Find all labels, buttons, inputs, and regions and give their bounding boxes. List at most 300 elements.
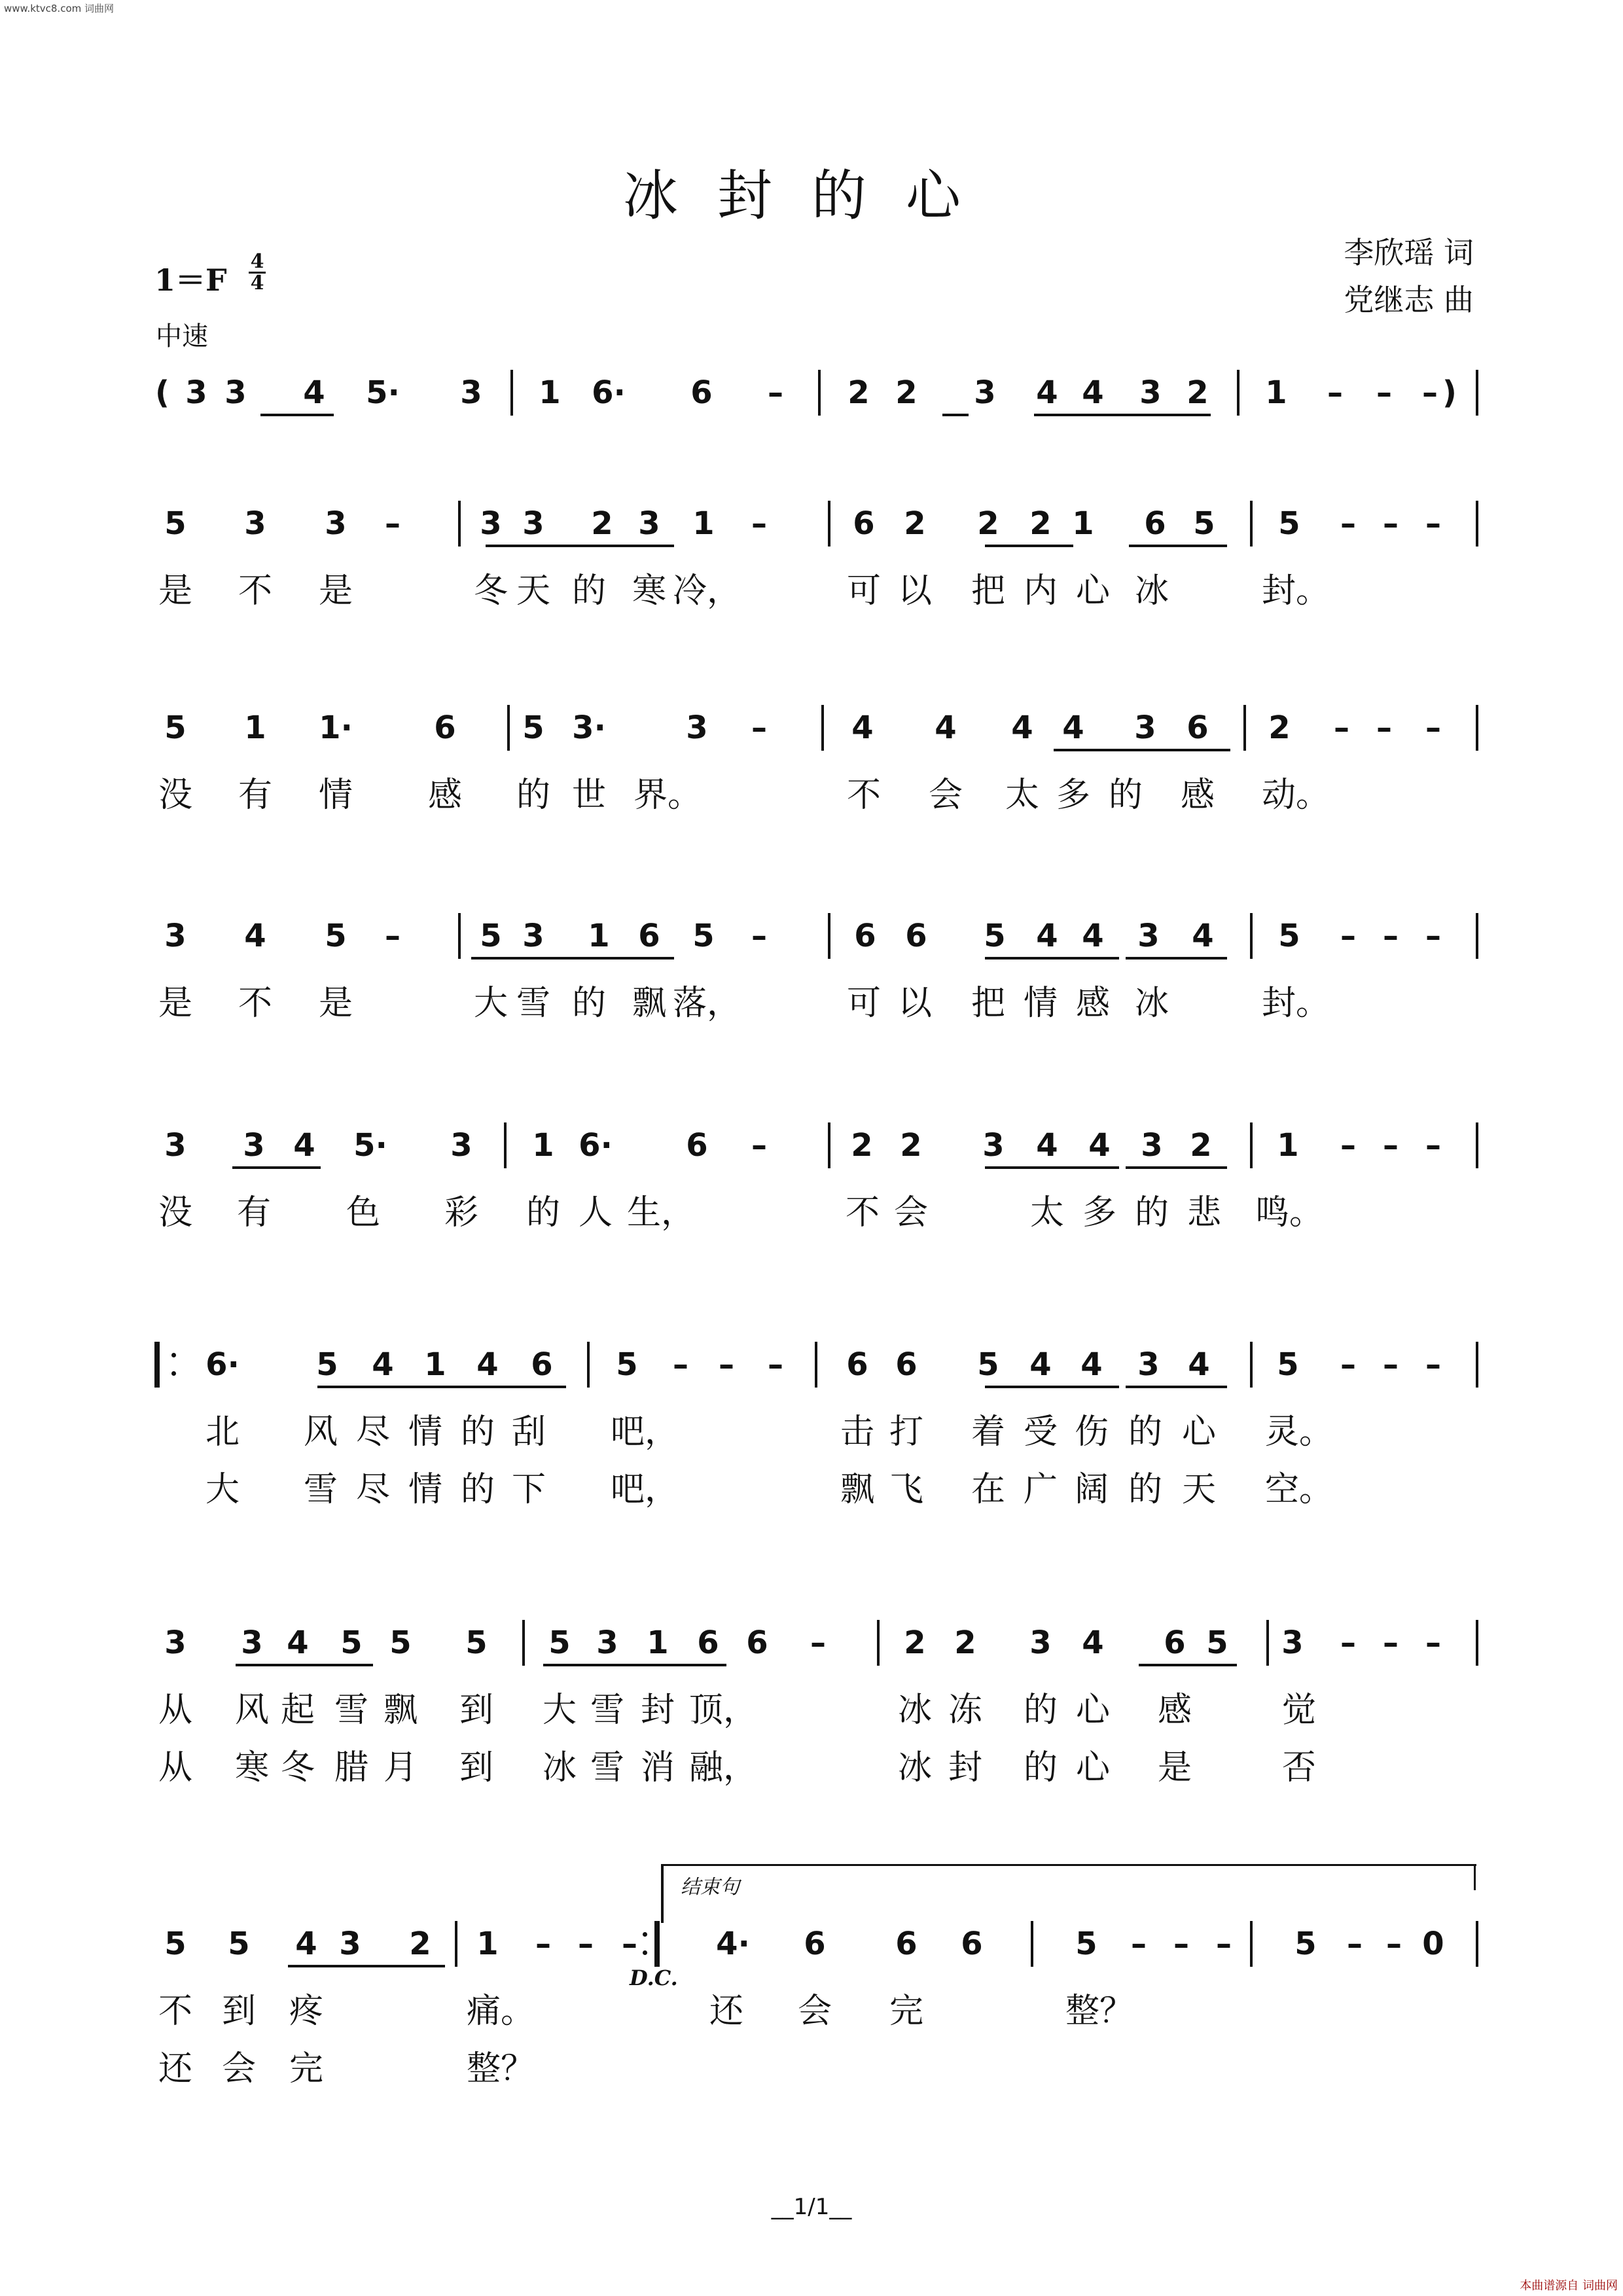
note: 5 — [164, 709, 187, 746]
lyric-char: 封。 — [1261, 571, 1330, 611]
beam-underline — [985, 957, 1119, 960]
note: 6 — [804, 1926, 826, 1962]
lyric-char: 飘 — [632, 984, 667, 1023]
lyric-char: 鸣。 — [1255, 1193, 1324, 1232]
repeat-start-thick — [154, 1342, 160, 1388]
barline — [455, 1921, 457, 1967]
staff-row — [0, 1126, 1623, 1232]
lyric-char: 痛。 — [466, 1992, 535, 2031]
lyric-char: 觉 — [1281, 1691, 1317, 1730]
lyric-char: 以 — [897, 984, 933, 1023]
lyric-char: 冰 — [542, 1748, 577, 1787]
note: 5 — [316, 1346, 338, 1383]
note: 2 — [409, 1926, 431, 1962]
lyric-char: 会 — [797, 1992, 832, 2031]
note: 6 — [531, 1346, 553, 1383]
lyric-char: 情 — [408, 1470, 443, 1509]
note: 5 — [465, 1624, 488, 1661]
note: 3 — [522, 505, 544, 542]
lyric-char: 把 — [971, 984, 1006, 1023]
lyric-char: 不 — [238, 571, 273, 611]
lyric-char: 心 — [1181, 1412, 1217, 1452]
note: ( — [155, 374, 169, 411]
lyric-char: 的 — [1134, 1193, 1169, 1232]
lyric-char: 受 — [1023, 1412, 1058, 1452]
lyric-char: 的 — [1128, 1470, 1163, 1509]
dash-extension: – — [1327, 374, 1343, 411]
note: 4 — [1192, 918, 1214, 954]
note: 6 — [846, 1346, 868, 1383]
lyric-char: 大 — [542, 1691, 577, 1730]
note: 3 — [1281, 1624, 1304, 1661]
lyric-char: 可 — [846, 984, 882, 1023]
lyric-char: 着 — [971, 1412, 1006, 1452]
lyric-char: 北 — [205, 1412, 240, 1452]
lyric-char: 还 — [158, 2049, 193, 2089]
note: 4 — [303, 374, 325, 411]
beam-underline — [1129, 545, 1227, 547]
lyric-char: 整？ — [1065, 1992, 1134, 2031]
dash-extension: – — [1425, 1127, 1441, 1164]
note: 6 — [638, 918, 660, 954]
dash-extension: – — [1340, 1624, 1356, 1661]
beam-underline — [543, 1664, 726, 1666]
barline — [458, 501, 461, 547]
note: 3 — [243, 1127, 265, 1164]
lyric-char: 界。 — [633, 776, 702, 815]
note: 2 — [1186, 374, 1209, 411]
note: 2 — [847, 374, 870, 411]
lyric-char: 以 — [897, 571, 933, 611]
lyric-char: 会 — [928, 776, 963, 815]
lyric-char: 尽 — [355, 1470, 391, 1509]
lyric-char: 刮 — [511, 1412, 546, 1452]
dash-extension: – — [1340, 1346, 1356, 1383]
note: 5 — [692, 918, 715, 954]
note: 1 — [647, 1624, 669, 1661]
note: 3 — [1134, 709, 1156, 746]
dash-extension: – — [1376, 709, 1392, 746]
note: 4 — [1082, 918, 1104, 954]
lyric-char: 的 — [460, 1412, 495, 1452]
beam-underline — [942, 414, 969, 416]
dash-extension: – — [622, 1926, 637, 1962]
lyric-char: 吧， — [610, 1470, 679, 1509]
lyric-char: 下 — [511, 1470, 546, 1509]
note: 5 — [164, 1926, 187, 1962]
lyric-char: 感 — [1180, 776, 1215, 815]
staff-row — [0, 708, 1623, 815]
beam-underline — [1034, 414, 1211, 416]
note: 5 — [228, 1926, 250, 1962]
lyric-char: 有 — [238, 776, 273, 815]
note: 2 — [851, 1127, 873, 1164]
lyric-char: 天 — [516, 571, 551, 611]
note: 3 — [1139, 374, 1162, 411]
lyric-char: 击 — [840, 1412, 875, 1452]
note: 1 — [476, 1926, 499, 1962]
lyric-char: 封 — [948, 1748, 983, 1787]
dash-extension: – — [810, 1624, 826, 1661]
lyric-char: 不 — [846, 776, 882, 815]
ending-bracket-right — [1474, 1864, 1476, 1890]
note: 3 — [1137, 918, 1160, 954]
lyric-char: 情 — [408, 1412, 443, 1452]
barline — [1476, 1342, 1478, 1388]
lyric-char: 悲 — [1186, 1193, 1222, 1232]
dc-mark: D.C. — [630, 1965, 678, 1990]
lyric-char: 飞 — [889, 1470, 924, 1509]
barline — [1266, 1620, 1269, 1666]
lyric-char: 彩 — [444, 1193, 479, 1232]
barline — [510, 370, 513, 416]
lyric-char: 从 — [158, 1691, 193, 1730]
barline — [1031, 1921, 1033, 1967]
barline — [877, 1620, 880, 1666]
lyric-char: 风 — [303, 1412, 338, 1452]
lyric-char: 是 — [158, 571, 193, 611]
barline — [1250, 1122, 1253, 1168]
note: 3 — [522, 918, 544, 954]
barline — [507, 705, 510, 751]
barline — [1476, 501, 1478, 547]
lyric-char: 可 — [846, 571, 882, 611]
note: ) — [1442, 374, 1457, 411]
dash-extension: – — [1383, 505, 1399, 542]
dash-extension: – — [751, 918, 767, 954]
beam-underline — [985, 1166, 1119, 1169]
lyric-char: 封。 — [1261, 984, 1330, 1023]
lyric-char: 起 — [280, 1691, 315, 1730]
dash-extension: – — [1334, 709, 1349, 746]
note: 3 — [1141, 1127, 1163, 1164]
repeat-dot — [171, 1353, 176, 1357]
dash-extension: – — [1347, 1926, 1363, 1962]
note: 6· — [205, 1346, 240, 1383]
note: 1 — [539, 374, 561, 411]
note: 4 — [1036, 918, 1058, 954]
note: 5 — [522, 709, 544, 746]
staff-row — [0, 916, 1623, 1023]
note: 6 — [854, 918, 876, 954]
note: 6 — [746, 1624, 768, 1661]
note: 2 — [904, 1624, 926, 1661]
staff-row — [0, 1623, 1623, 1787]
lyric-char: 落， — [672, 984, 741, 1023]
note: 4 — [372, 1346, 394, 1383]
staff-row — [0, 373, 1623, 452]
key-signature: 1＝F — [154, 262, 227, 298]
note: 2 — [954, 1624, 976, 1661]
lyric-char: 尽 — [355, 1412, 391, 1452]
lyric-char: 的 — [571, 571, 607, 611]
lyric-char: 大 — [473, 984, 508, 1023]
note: 2 — [1029, 505, 1052, 542]
barline — [1243, 705, 1246, 751]
lyric-char: 太 — [1029, 1193, 1065, 1232]
lyric-char: 动。 — [1261, 776, 1330, 815]
beam-underline — [486, 545, 674, 547]
repeat-dot — [171, 1371, 176, 1376]
note: 1 — [1265, 374, 1287, 411]
dash-extension: – — [1425, 709, 1441, 746]
note: 3 — [325, 505, 347, 542]
dash-extension: – — [768, 1346, 783, 1383]
dash-extension: – — [1422, 374, 1438, 411]
beam-underline — [1139, 1664, 1237, 1666]
lyric-char: 把 — [971, 571, 1006, 611]
dash-extension: – — [1425, 918, 1441, 954]
barline — [587, 1342, 590, 1388]
note: 1 — [692, 505, 715, 542]
lyric-char: 融， — [688, 1748, 758, 1787]
lyric-char: 月 — [383, 1748, 418, 1787]
barline — [821, 705, 824, 751]
note: 4 — [1029, 1346, 1052, 1383]
note: 3 — [164, 918, 187, 954]
dash-extension: – — [1383, 1624, 1399, 1661]
dash-extension: – — [1383, 1346, 1399, 1383]
note: 2 — [1268, 709, 1291, 746]
lyric-char: 不 — [238, 984, 273, 1023]
note: 6· — [579, 1127, 613, 1164]
lyric-char: 雪 — [303, 1470, 338, 1509]
lyric-char: 是 — [1157, 1748, 1192, 1787]
note: 4 — [1036, 1127, 1058, 1164]
note: 6· — [592, 374, 626, 411]
note: 5 — [389, 1624, 412, 1661]
lyric-char: 情 — [1023, 984, 1058, 1023]
lyric-char: 完 — [289, 2049, 324, 2089]
note: 1 — [244, 709, 266, 746]
lyric-char: 感 — [1075, 984, 1111, 1023]
lyric-char: 人 — [578, 1193, 613, 1232]
barline — [522, 1620, 525, 1666]
dash-extension: – — [1425, 505, 1441, 542]
beam-underline — [288, 1965, 445, 1967]
footer-credit: 本曲谱源自 词曲网 — [1520, 2279, 1618, 2293]
note: 5 — [1075, 1926, 1097, 1962]
barline — [1476, 913, 1478, 959]
lyric-char: 冰 — [1134, 571, 1169, 611]
dash-extension: – — [719, 1346, 734, 1383]
note: 5 — [548, 1624, 571, 1661]
lyric-char: 情 — [318, 776, 353, 815]
dash-extension: – — [1386, 1926, 1402, 1962]
lyric-char: 冻 — [948, 1691, 983, 1730]
note: 3 — [480, 505, 502, 542]
lyric-char: 感 — [1157, 1691, 1192, 1730]
lyric-char: 不 — [845, 1193, 880, 1232]
lyric-char: 空。 — [1264, 1470, 1334, 1509]
lyric-char: 的 — [1023, 1748, 1058, 1787]
lyric-char: 是 — [158, 984, 193, 1023]
dash-extension: – — [1383, 918, 1399, 954]
note: 5 — [1294, 1926, 1317, 1962]
note: 2 — [1190, 1127, 1212, 1164]
note: 1 — [532, 1127, 554, 1164]
note: 2 — [904, 505, 926, 542]
beam-underline — [1126, 957, 1227, 960]
note: 5 — [1278, 505, 1300, 542]
lyric-char: 阔 — [1074, 1470, 1109, 1509]
lyric-char: 吧， — [610, 1412, 679, 1452]
lyric-char: 的 — [1023, 1691, 1058, 1730]
barline — [1237, 370, 1240, 416]
time-signature — [249, 252, 266, 293]
note: 5 — [616, 1346, 638, 1383]
beam-underline — [260, 414, 334, 416]
dash-extension: – — [751, 505, 767, 542]
lyric-char: 是 — [318, 571, 353, 611]
tempo-marking: 中速 — [156, 321, 208, 351]
lyric-char: 在 — [971, 1470, 1006, 1509]
lyric-char: 的 — [460, 1470, 495, 1509]
beam-underline — [236, 1664, 373, 1666]
note: 6 — [853, 505, 875, 542]
note: 6 — [961, 1926, 983, 1962]
note: 1 — [588, 918, 610, 954]
lyric-char: 不 — [158, 1992, 193, 2031]
lyric-char: 从 — [158, 1748, 193, 1787]
note: 4 — [287, 1624, 309, 1661]
note: 6 — [686, 1127, 708, 1164]
lyric-char: 内 — [1023, 571, 1058, 611]
song-title: 冰封的心 — [622, 164, 1000, 228]
ending-bracket-left — [661, 1864, 664, 1923]
barline — [1476, 1620, 1478, 1666]
dash-extension: – — [1131, 1926, 1147, 1962]
barline — [1476, 1122, 1478, 1168]
note: 5· — [366, 374, 400, 411]
barline — [458, 913, 461, 959]
note: 4 — [1062, 709, 1084, 746]
note: 4 — [1036, 374, 1058, 411]
dash-extension: – — [768, 374, 783, 411]
note: 4 — [935, 709, 957, 746]
lyric-char: 飘 — [383, 1691, 418, 1730]
lyric-char: 雪 — [516, 984, 551, 1023]
beam-underline — [985, 1386, 1119, 1388]
lyric-char: 寒 — [632, 571, 667, 611]
lyric-char: 冰 — [897, 1691, 933, 1730]
lyric-char: 是 — [318, 984, 353, 1023]
ending-label: 结束句 — [681, 1876, 740, 1899]
barline — [828, 913, 830, 959]
beam-underline — [1126, 1386, 1227, 1388]
note: 3 — [1137, 1346, 1160, 1383]
dash-extension: – — [1425, 1346, 1441, 1383]
dash-extension: – — [1340, 918, 1356, 954]
beam-underline — [1054, 749, 1230, 751]
lyric-char: 风 — [234, 1691, 270, 1730]
note: 5 — [480, 918, 502, 954]
note: 3 — [974, 374, 996, 411]
note: 3 — [164, 1624, 187, 1661]
note: 4 — [244, 918, 266, 954]
dash-extension: – — [751, 1127, 767, 1164]
lyric-char: 打 — [889, 1412, 924, 1452]
lyric-char: 还 — [709, 1992, 744, 2031]
staff-row — [0, 1345, 1623, 1509]
lyric-char: 的 — [571, 984, 607, 1023]
note: 5 — [977, 1346, 999, 1383]
note: 0 — [1422, 1926, 1444, 1962]
note: 6 — [690, 374, 713, 411]
note: 3 — [339, 1926, 361, 1962]
note: 3 — [596, 1624, 618, 1661]
lyric-char: 没 — [158, 1193, 193, 1232]
lyric-char: 有 — [236, 1193, 272, 1232]
lyric-char: 生， — [626, 1193, 696, 1232]
lyric-char: 多 — [1056, 776, 1091, 815]
note: 3· — [572, 709, 606, 746]
note: 1 — [1072, 505, 1094, 542]
barline — [828, 501, 830, 547]
dash-extension: – — [1383, 1127, 1399, 1164]
note: 1 — [424, 1346, 446, 1383]
note: 5 — [1278, 918, 1300, 954]
beam-underline — [985, 545, 1073, 547]
note: 5 — [1193, 505, 1215, 542]
repeat-end-thick — [654, 1921, 660, 1967]
lyric-char: 疼 — [289, 1992, 324, 2031]
lyric-char: 冰 — [897, 1748, 933, 1787]
note: 3 — [1029, 1624, 1052, 1661]
dash-extension: – — [1340, 1127, 1356, 1164]
note: 1· — [319, 709, 353, 746]
time-numerator: 4 — [250, 250, 264, 273]
lyric-char: 雪 — [590, 1748, 625, 1787]
lyric-char: 到 — [459, 1691, 494, 1730]
note: 6 — [895, 1926, 918, 1962]
lyric-char: 世 — [571, 776, 607, 815]
barline — [504, 1122, 507, 1168]
note: 5 — [164, 505, 187, 542]
note: 4 — [1011, 709, 1033, 746]
lyric-char: 心 — [1075, 1748, 1111, 1787]
note: 3 — [638, 505, 660, 542]
barline — [818, 370, 821, 416]
note: 6 — [905, 918, 927, 954]
lyric-char: 否 — [1281, 1748, 1317, 1787]
lyric-char: 冬 — [473, 571, 508, 611]
dash-extension: – — [535, 1926, 551, 1962]
lyric-char: 感 — [427, 776, 463, 815]
lyric-char: 到 — [221, 1992, 257, 2031]
lyric-char: 顶， — [688, 1691, 758, 1730]
repeat-dot — [643, 1932, 647, 1937]
lyric-char: 的 — [1108, 776, 1143, 815]
dash-extension: – — [1173, 1926, 1189, 1962]
note: 3 — [224, 374, 247, 411]
note: 4 — [1188, 1346, 1210, 1383]
note: 5 — [1206, 1624, 1228, 1661]
lyricist-credit: 李欣瑶 词 — [1344, 235, 1474, 270]
note: 4 — [1080, 1346, 1103, 1383]
barline — [1476, 1921, 1478, 1967]
lyric-char: 太 — [1005, 776, 1040, 815]
note: 6 — [1144, 505, 1166, 542]
lyric-char: 整？ — [466, 2049, 535, 2089]
note: 3 — [164, 1127, 187, 1164]
lyric-char: 雪 — [590, 1691, 625, 1730]
barline — [1476, 370, 1478, 416]
beam-underline — [1126, 1166, 1227, 1169]
note: 4 — [1082, 374, 1104, 411]
note: 3 — [450, 1127, 473, 1164]
note: 3 — [686, 709, 708, 746]
